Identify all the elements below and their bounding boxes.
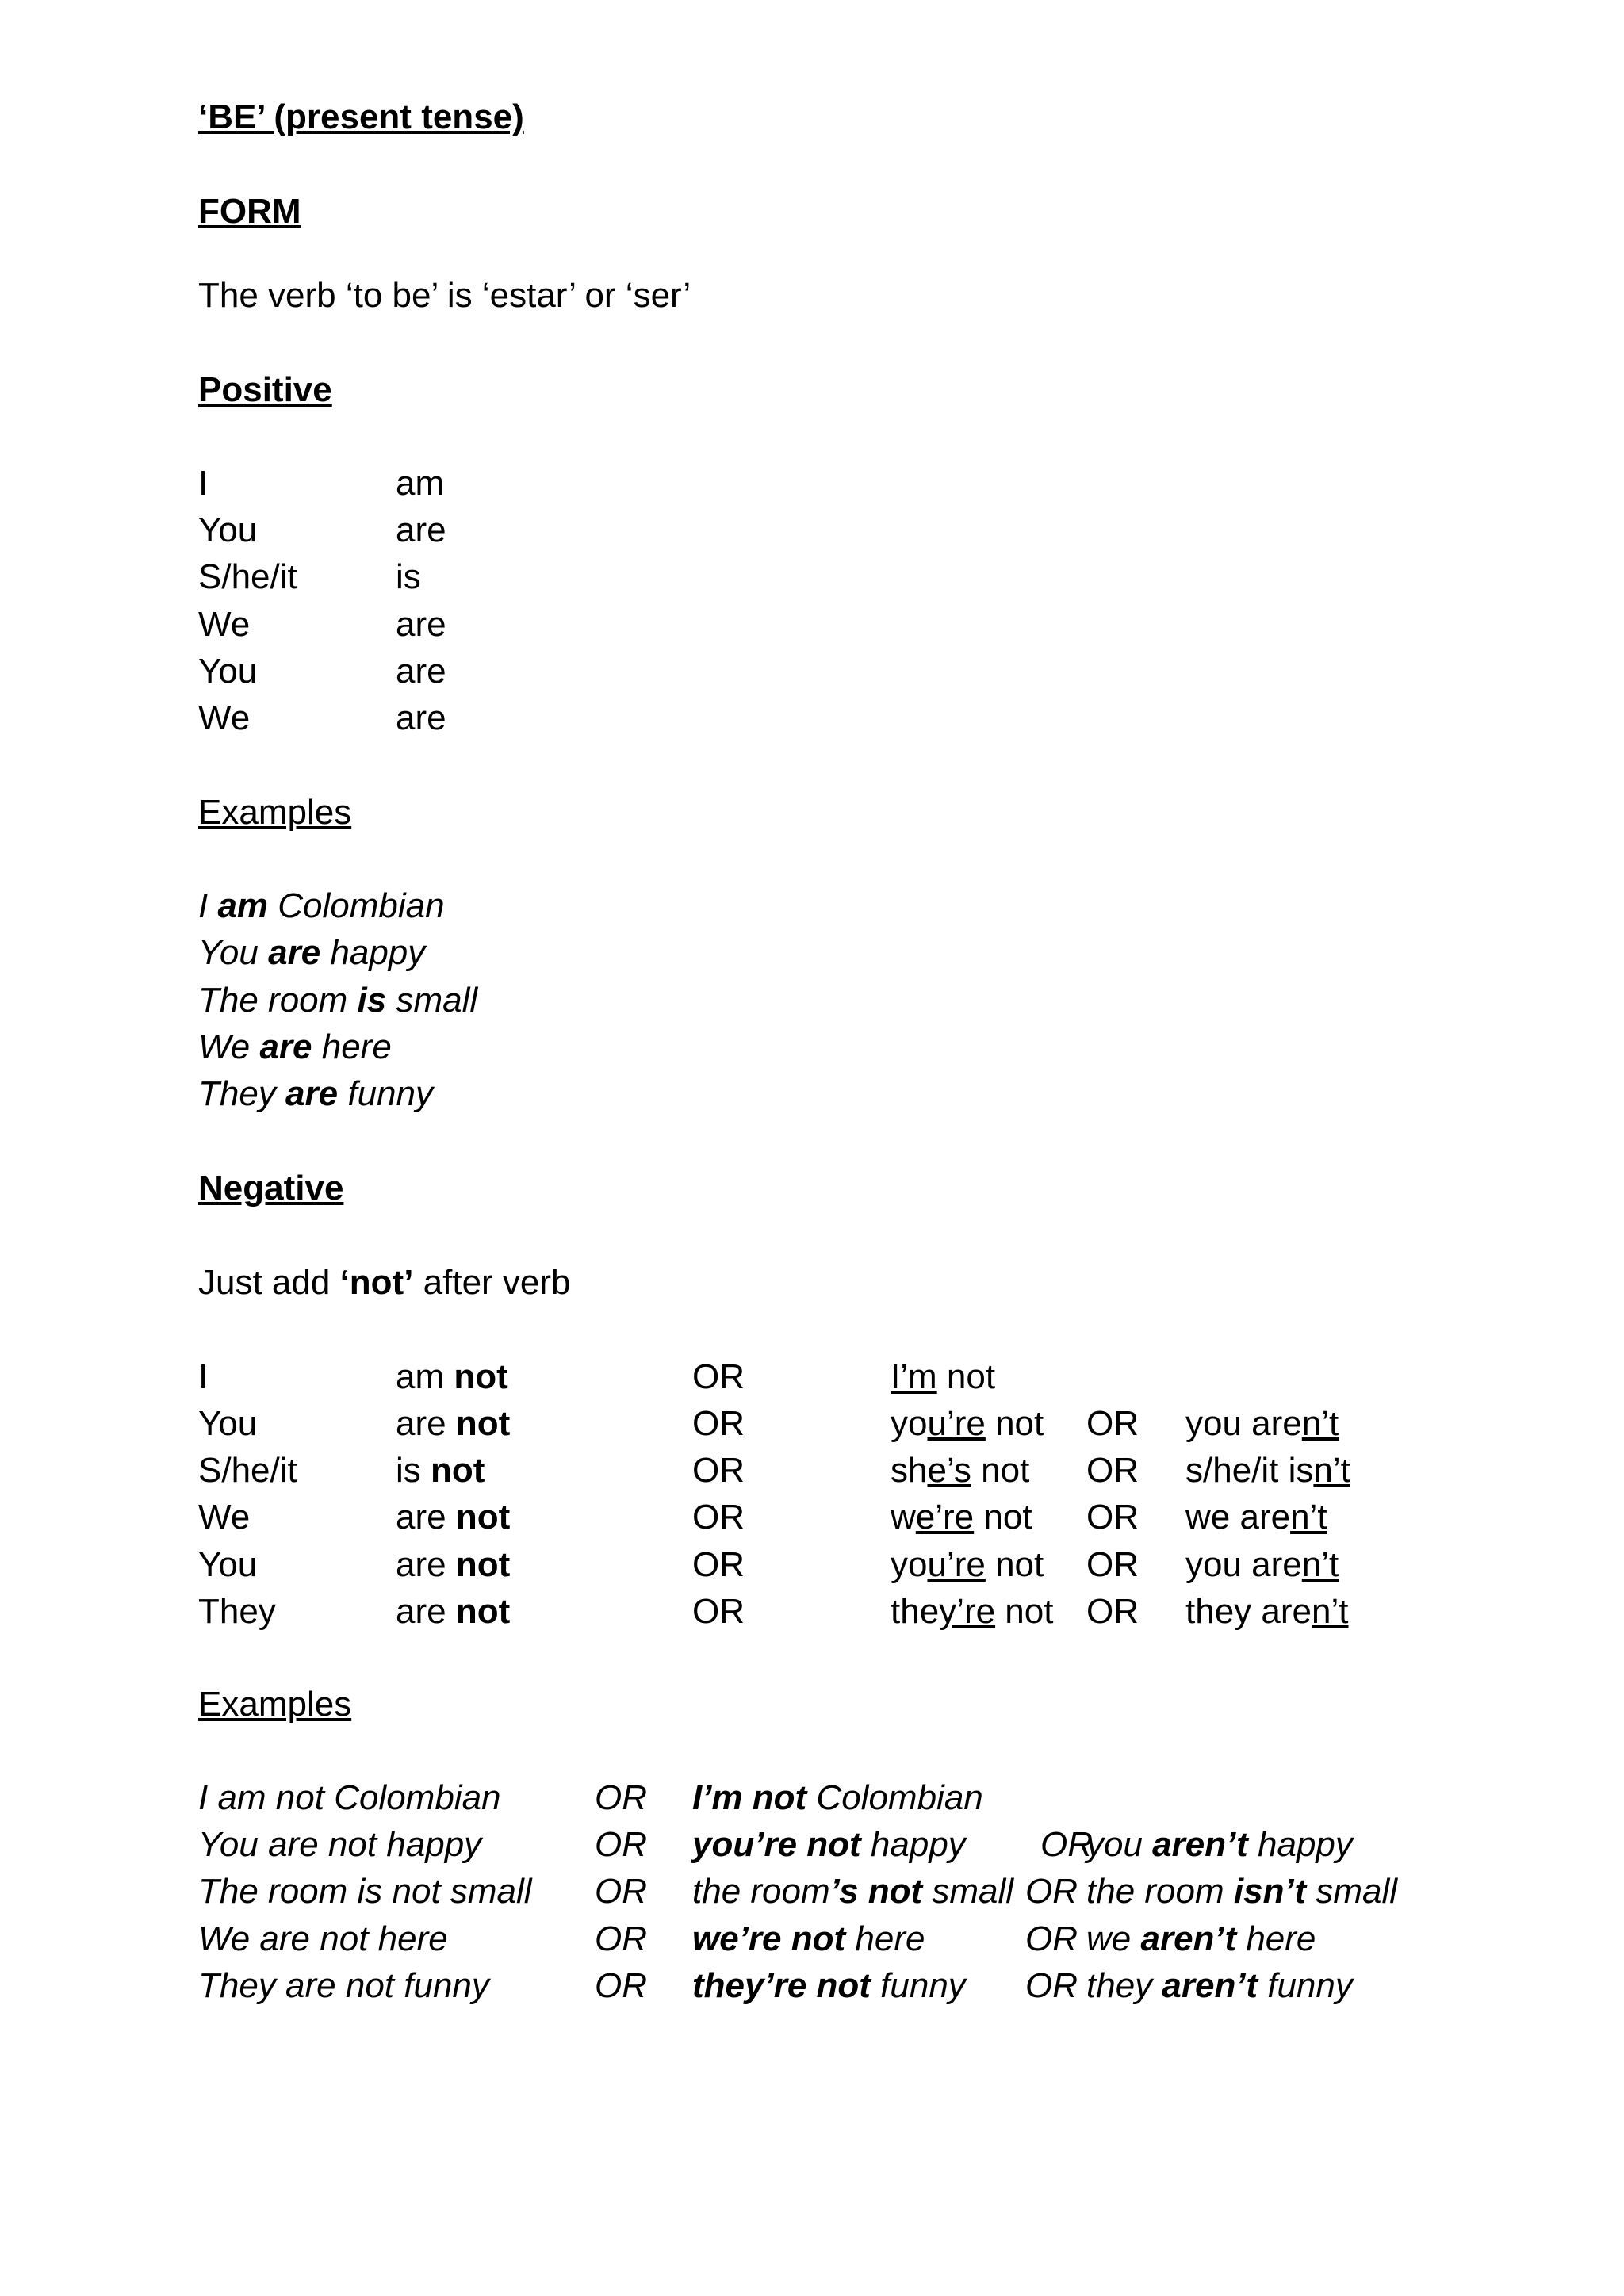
pronoun: We <box>198 698 251 737</box>
or-label: OR <box>692 1451 745 1490</box>
verb-not <box>396 1353 508 1400</box>
rule-text: Just add <box>198 1263 340 1302</box>
or-label: OR <box>595 1778 647 1817</box>
example-subject: I <box>198 886 218 925</box>
example-full: You are not happy <box>198 1825 482 1864</box>
positive-example <box>198 1070 433 1117</box>
example-part: small <box>1306 1872 1398 1911</box>
or-label: OR <box>692 1592 745 1631</box>
negative-heading: Negative <box>198 1169 344 1207</box>
contraction-part: not <box>971 1451 1030 1490</box>
example-part: here <box>845 1919 925 1958</box>
verb-not <box>396 1541 510 1588</box>
or-label: OR <box>595 1872 647 1911</box>
pronoun: S/he/it <box>198 1451 297 1490</box>
example-contracted-alt <box>1086 1821 1353 1868</box>
example-complement: funny <box>338 1074 433 1113</box>
example-bold: we’re not <box>692 1919 846 1958</box>
example-complement: small <box>386 981 478 1020</box>
verb: is <box>396 557 421 596</box>
contraction-part: not <box>974 1498 1032 1536</box>
example-contracted <box>692 1868 1013 1915</box>
positive-example <box>198 1024 392 1070</box>
contraction-part: you are <box>1185 1545 1302 1584</box>
verb: am <box>396 464 445 503</box>
positive-example <box>198 929 425 976</box>
example-part: the room <box>692 1872 830 1911</box>
not-word: not <box>455 1498 511 1536</box>
example-subject: The room <box>198 981 358 1020</box>
contraction-part: sh <box>891 1451 928 1490</box>
or-label: OR <box>595 1966 647 2005</box>
example-bold: I’m not <box>692 1778 807 1817</box>
example-subject: You <box>198 933 269 972</box>
pronoun: They <box>198 1592 276 1631</box>
contraction-part: not <box>985 1404 1044 1443</box>
verb: are <box>396 1592 446 1631</box>
example-verb: is <box>357 981 387 1020</box>
contraction <box>891 1400 1044 1447</box>
or-label: OR <box>1086 1404 1139 1443</box>
or-label: OR <box>595 1919 647 1958</box>
example-bold: aren’t <box>1140 1919 1237 1958</box>
example-contracted <box>692 1962 966 2009</box>
verb: are <box>396 652 446 691</box>
pronoun: S/he/it <box>198 557 297 596</box>
positive-example <box>198 882 445 929</box>
positive-examples-heading: Examples <box>198 793 352 832</box>
page-title: ‘BE’ (present tense) <box>198 98 524 136</box>
or-label: OR <box>595 1825 647 1864</box>
or-label: OR <box>1086 1498 1139 1536</box>
not-word: not <box>455 1404 511 1443</box>
pronoun: I <box>198 464 209 503</box>
verb-not <box>396 1400 510 1447</box>
example-verb: am <box>217 886 269 925</box>
contraction-underlined: I’m <box>891 1357 937 1396</box>
verb-not <box>396 1447 485 1494</box>
verb: are <box>396 1404 446 1443</box>
or-label: OR <box>1040 1825 1093 1864</box>
example-part: here <box>1236 1919 1316 1958</box>
example-part: Colombian <box>806 1778 983 1817</box>
or-label: OR <box>1025 1872 1078 1911</box>
example-bold: aren’t <box>1152 1825 1248 1864</box>
contraction-part: we are <box>1185 1498 1291 1536</box>
contraction-part: yo <box>891 1545 928 1584</box>
form-heading: FORM <box>198 192 301 231</box>
verb-not <box>396 1494 510 1540</box>
contraction-part: they are <box>1185 1592 1312 1631</box>
pronoun: I <box>198 1357 209 1396</box>
contraction <box>891 1353 995 1400</box>
example-bold: ’s not <box>829 1872 923 1911</box>
contraction-underlined: n’t <box>1301 1545 1339 1584</box>
example-part: we <box>1086 1919 1141 1958</box>
or-label: OR <box>1086 1545 1139 1584</box>
contraction-underlined: e’re <box>915 1498 975 1536</box>
verb: are <box>396 605 446 644</box>
contraction <box>891 1447 1029 1494</box>
or-label: OR <box>1086 1451 1139 1490</box>
not-word: not <box>455 1592 511 1631</box>
verb: are <box>396 1498 446 1536</box>
example-contracted-alt <box>1086 1962 1353 2009</box>
contraction-underlined: u’re <box>927 1404 986 1443</box>
contraction <box>891 1541 1044 1588</box>
example-full: I am not Colombian <box>198 1778 501 1817</box>
contraction-part: s/he/it is <box>1185 1451 1314 1490</box>
contraction-part: yo <box>891 1404 928 1443</box>
or-label: OR <box>692 1545 745 1584</box>
contraction-underlined: e’s <box>927 1451 971 1490</box>
example-bold: they’re not <box>692 1966 871 2005</box>
contraction-underlined: n’t <box>1290 1498 1327 1536</box>
or-label: OR <box>692 1404 745 1443</box>
contraction-part: not <box>936 1357 996 1396</box>
not-word: not <box>455 1545 511 1584</box>
example-part: funny <box>870 1966 966 2005</box>
negative-examples-heading: Examples <box>198 1685 352 1724</box>
contraction <box>891 1588 1053 1635</box>
pronoun: You <box>198 511 258 549</box>
contraction-underlined: u’re <box>927 1545 986 1584</box>
contraction <box>891 1494 1032 1540</box>
example-part: they <box>1086 1966 1162 2005</box>
not-word: not <box>454 1357 508 1396</box>
example-bold: you’re not <box>692 1825 861 1864</box>
contraction-alt <box>1185 1447 1350 1494</box>
verb: am <box>396 1357 445 1396</box>
contraction-part: not <box>985 1545 1044 1584</box>
verb: are <box>396 1545 446 1584</box>
contraction-alt <box>1185 1588 1348 1635</box>
or-label: OR <box>1025 1919 1078 1958</box>
contraction-part: you are <box>1185 1404 1302 1443</box>
contraction-part: w <box>891 1498 916 1536</box>
example-verb: are <box>285 1074 339 1113</box>
pronoun: We <box>198 1498 251 1536</box>
example-complement: Colombian <box>268 886 445 925</box>
or-label: OR <box>1086 1592 1139 1631</box>
example-part: the room <box>1086 1872 1234 1911</box>
contraction-part: the <box>891 1592 940 1631</box>
pronoun: You <box>198 1545 258 1584</box>
example-subject: We <box>198 1027 260 1066</box>
example-full: The room is not small <box>198 1872 532 1911</box>
pronoun: You <box>198 652 258 691</box>
example-contracted <box>692 1821 966 1868</box>
example-part: you <box>1086 1825 1153 1864</box>
or-label: OR <box>692 1357 745 1396</box>
verb: are <box>396 511 446 549</box>
example-contracted-alt <box>1086 1915 1316 1962</box>
contraction-underlined: n’t <box>1311 1592 1349 1631</box>
pronoun: We <box>198 605 251 644</box>
example-bold: isn’t <box>1233 1872 1307 1911</box>
or-label: OR <box>1025 1966 1078 2005</box>
rule-text: after verb <box>413 1263 571 1302</box>
example-verb: are <box>268 933 321 972</box>
contraction-part: not <box>995 1592 1054 1631</box>
contraction-alt <box>1185 1541 1339 1588</box>
contraction-underlined: y’re <box>939 1592 996 1631</box>
rule-keyword: ‘not’ <box>339 1263 414 1302</box>
example-complement: here <box>312 1027 392 1066</box>
example-full: We are not here <box>198 1919 448 1958</box>
pronoun: You <box>198 1404 258 1443</box>
example-verb: are <box>259 1027 312 1066</box>
or-label: OR <box>692 1498 745 1536</box>
example-full: They are not funny <box>198 1966 489 2005</box>
contraction-alt <box>1185 1400 1339 1447</box>
intro-text: The verb ‘to be’ is ‘estar’ or ‘ser’ <box>198 276 691 315</box>
example-part: happy <box>860 1825 966 1864</box>
example-part: small <box>922 1872 1014 1911</box>
example-part: funny <box>1258 1966 1353 2005</box>
verb: are <box>396 698 446 737</box>
example-complement: happy <box>320 933 426 972</box>
example-contracted <box>692 1915 925 1962</box>
positive-heading: Positive <box>198 370 332 409</box>
example-subject: They <box>198 1074 286 1113</box>
example-bold: aren’t <box>1162 1966 1258 2005</box>
verb: is <box>396 1451 421 1490</box>
example-part: happy <box>1247 1825 1353 1864</box>
not-word: not <box>431 1451 485 1490</box>
example-contracted <box>692 1774 983 1821</box>
negative-rule <box>198 1259 571 1306</box>
contraction-alt <box>1185 1494 1327 1540</box>
verb-not <box>396 1588 510 1635</box>
contraction-underlined: n’t <box>1313 1451 1350 1490</box>
example-contracted-alt <box>1086 1868 1397 1915</box>
positive-example <box>198 977 477 1024</box>
contraction-underlined: n’t <box>1301 1404 1339 1443</box>
